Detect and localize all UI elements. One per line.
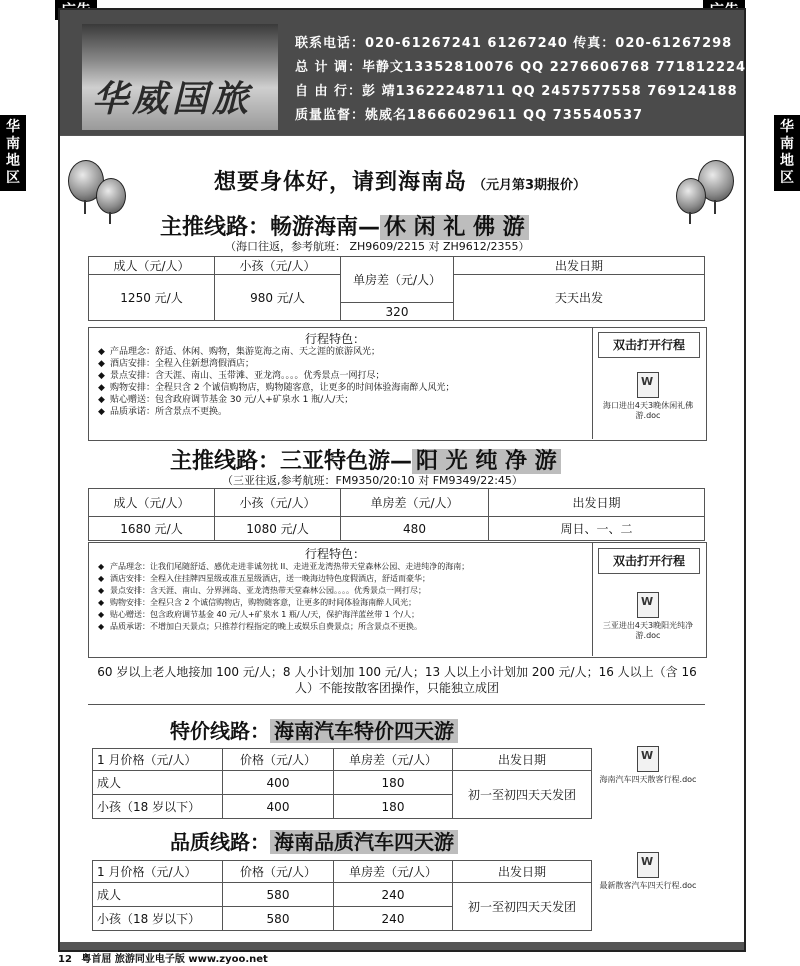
- route1-header-adult: 成人（元/人）: [89, 257, 215, 275]
- quality-title: [170, 826, 458, 855]
- special-doc-file[interactable]: [598, 746, 698, 785]
- feature-item: ◆ 购物安排：全程只含 2 个诚信购物店，购物随客意，让更多的时间体验海南醉人风光；: [98, 383, 455, 393]
- contact-director: 总 计 调：毕静文13352810076 QQ 2276606768 771812224: [295, 60, 747, 75]
- route1-header-child: 小孩（元/人）: [215, 257, 341, 275]
- route2-open-itinerary-button[interactable]: 双击打开行程: [598, 548, 700, 574]
- quality-header-single: 单房差（元/人）: [334, 861, 453, 883]
- quality-doc-file[interactable]: [598, 852, 698, 891]
- word-doc-icon: [637, 592, 659, 618]
- route1-highlight: 休 闲 礼 佛 游: [380, 215, 529, 240]
- tassel-icon: [109, 212, 111, 224]
- feature-item: ◆ 贴心赠送：包含政府调节基金 30 元/人+矿泉水 1 瓶/人/天；: [98, 395, 354, 405]
- word-doc-icon: [637, 746, 659, 772]
- special-row-child: 小孩（18 岁以下）: [93, 795, 223, 819]
- special-header-month: 1 月价格（元/人）: [93, 749, 223, 771]
- quality-highlight: 海南品质汽车四天游: [270, 830, 458, 854]
- route2-adult-price: 1680 元/人: [89, 517, 215, 541]
- main-title: [0, 165, 800, 196]
- route1-depart-date: 天天出发: [454, 275, 705, 321]
- feature-item: ◆ 品质承诺：所含景点不更换。: [98, 407, 228, 417]
- region-tab-right: 华 南 地 区: [774, 115, 800, 191]
- route2-features-title: 行程特色：: [305, 547, 366, 561]
- special-child-price: 400: [223, 795, 334, 819]
- feature-item: ◆ 景点安排：含天涯、南山、玉带滩、亚龙湾。。。。优秀景点一网打尽；: [98, 371, 385, 381]
- route2-depart-date: 周日、一、二: [489, 517, 705, 541]
- route1-adult-price: 1250 元/人: [89, 275, 215, 321]
- special-header-price: 价格（元/人）: [223, 749, 334, 771]
- special-row-adult: 成人: [93, 771, 223, 795]
- logo-text: 华威国旅: [92, 78, 253, 120]
- quality-child-price: 580: [223, 907, 334, 931]
- route1-header-depart: 出发日期: [454, 257, 705, 275]
- route2-doc-name: 三亚进出4天3晚阳光纯净游.doc: [602, 621, 694, 640]
- feature-item: ◆ 产品理念：舒适、休闲、购物，集游览海之南、天之涯的旅游风光；: [98, 347, 381, 357]
- tassel-icon: [714, 200, 716, 214]
- quality-depart: 初一至初四天天发团: [453, 883, 592, 931]
- quality-price-table: [92, 860, 592, 931]
- contact-quality: 质量监督：姚威名18666029611 QQ 735540537: [295, 108, 644, 123]
- surcharge-note: 60 岁以上老人地接加 100 元/人；8 人小计划加 100 元/人；13 人以上小计划加 200 元/人；16 人以上（含 16 人）不能按散客团操作，只能独立成团: [97, 665, 697, 695]
- route1-child-price: 980 元/人: [215, 275, 341, 321]
- special-depart: 初一至初四天天发团: [453, 771, 592, 819]
- feature-item: ◆ 产品理念：让我们尾随舒适、感优走进非诚勿扰 II、走进亚龙湾热带天堂森林公园、走进纯净的海南；: [98, 562, 470, 571]
- special-child-single: 180: [334, 795, 453, 819]
- feature-item: ◆ 品质承诺：不增加白天景点；只推荐行程指定的晚上或娱乐自费景点；所含景点不更换。: [98, 622, 422, 631]
- special-prefix: 特价线路：: [170, 719, 270, 743]
- quality-header-depart: 出发日期: [453, 861, 592, 883]
- route2-highlight: 阳 光 纯 净 游: [412, 449, 561, 474]
- quality-header-month: 1 月价格（元/人）: [93, 861, 223, 883]
- route2-doc-file[interactable]: [598, 592, 698, 641]
- footer-text: 粤首屈 旅游同业电子版 www.zyoo.net: [81, 954, 268, 965]
- route1-title: [160, 210, 529, 241]
- route1-doc-name: 海口进出4天3晚休闲礼佛游.doc: [602, 401, 694, 420]
- route2-prefix: 主推线路：三亚特色游—: [170, 449, 413, 474]
- route1-prefix: 主推线路：畅游海南—: [160, 215, 381, 240]
- route2-price-table: [88, 488, 705, 541]
- page-number: 12: [58, 954, 72, 965]
- route2-header-child: 小孩（元/人）: [215, 489, 341, 517]
- quality-doc-name: 最新散客汽车四天行程.doc: [599, 881, 697, 890]
- feature-item: ◆ 贴心赠送：包含政府调节基金 40 元/人+矿泉水 1 瓶/人/天，保护海洋蓝丝带 1 个/人；: [98, 610, 420, 619]
- agency-logo: [82, 24, 278, 130]
- route2-child-price: 1080 元/人: [215, 517, 341, 541]
- divider: [88, 704, 705, 705]
- special-adult-single: 180: [334, 771, 453, 795]
- quality-child-single: 240: [334, 907, 453, 931]
- special-header-single: 单房差（元/人）: [334, 749, 453, 771]
- feature-item: ◆ 酒店安排：全程入住新想湾假酒店；: [98, 359, 255, 369]
- special-highlight: 海南汽车特价四天游: [270, 719, 458, 743]
- route1-single-price: 320: [341, 303, 454, 321]
- route2-single-price: 480: [341, 517, 489, 541]
- route1-features-title: 行程特色：: [305, 332, 366, 346]
- special-doc-name: 海南汽车四天散客行程.doc: [599, 775, 697, 784]
- feature-item: ◆ 购物安排：全程只含 2 个诚信购物店，购物随客意，让更多的时间体验海南醉人风光；: [98, 598, 417, 607]
- divider: [592, 327, 593, 439]
- quality-row-adult: 成人: [93, 883, 223, 907]
- route2-flight: （三亚往返,参考航班：FM9350/20:10 对 FM9349/22:45）: [222, 474, 523, 487]
- main-subtitle: （元月第3期报价）: [472, 178, 587, 193]
- region-tab-left: 华 南 地 区: [0, 115, 26, 191]
- divider: [592, 542, 593, 656]
- route2-header-adult: 成人（元/人）: [89, 489, 215, 517]
- route2-title: [170, 444, 561, 475]
- special-adult-price: 400: [223, 771, 334, 795]
- route1-open-itinerary-button[interactable]: 双击打开行程: [598, 332, 700, 358]
- feature-item: ◆ 酒店安排：全程入住挂牌四星级或准五星级酒店，送一晚海边特色度假酒店，舒适而豪华；: [98, 574, 430, 583]
- special-price-table: [92, 748, 592, 819]
- quality-prefix: 品质线路：: [170, 830, 270, 854]
- quality-adult-single: 240: [334, 883, 453, 907]
- quality-header-price: 价格（元/人）: [223, 861, 334, 883]
- quality-adult-price: 580: [223, 883, 334, 907]
- route2-features: [98, 561, 469, 633]
- special-header-depart: 出发日期: [453, 749, 592, 771]
- page-footer: [58, 950, 268, 965]
- main-title-text: 想要身体好，请到海南岛: [213, 170, 467, 195]
- route1-header-single: 单房差（元/人）: [341, 257, 454, 303]
- word-doc-icon: [637, 372, 659, 398]
- quality-row-child: 小孩（18 岁以下）: [93, 907, 223, 931]
- route1-price-table: [88, 256, 705, 321]
- tassel-icon: [84, 200, 86, 214]
- route1-doc-file[interactable]: [598, 372, 698, 421]
- feature-item: ◆ 景点安排：含天涯、南山、分界洲岛、亚龙湾热带天堂森林公园。。。。优秀景点一网打尽；: [98, 586, 426, 595]
- word-doc-icon: [637, 852, 659, 878]
- route1-flight: （海口往返，参考航班： ZH9609/2215 对 ZH9612/2355）: [225, 240, 530, 253]
- route2-header-depart: 出发日期: [489, 489, 705, 517]
- contact-phone: 联系电话：020-61267241 61267240 传真：020-61267298: [295, 36, 733, 51]
- contact-free-travel: 自 由 行：彭 靖13622248711 QQ 2457577558 769124188: [295, 84, 738, 99]
- tassel-icon: [689, 212, 691, 224]
- ad-header: [60, 10, 747, 135]
- route2-header-single: 单房差（元/人）: [341, 489, 489, 517]
- route1-features: [98, 346, 454, 418]
- special-title: [170, 715, 458, 744]
